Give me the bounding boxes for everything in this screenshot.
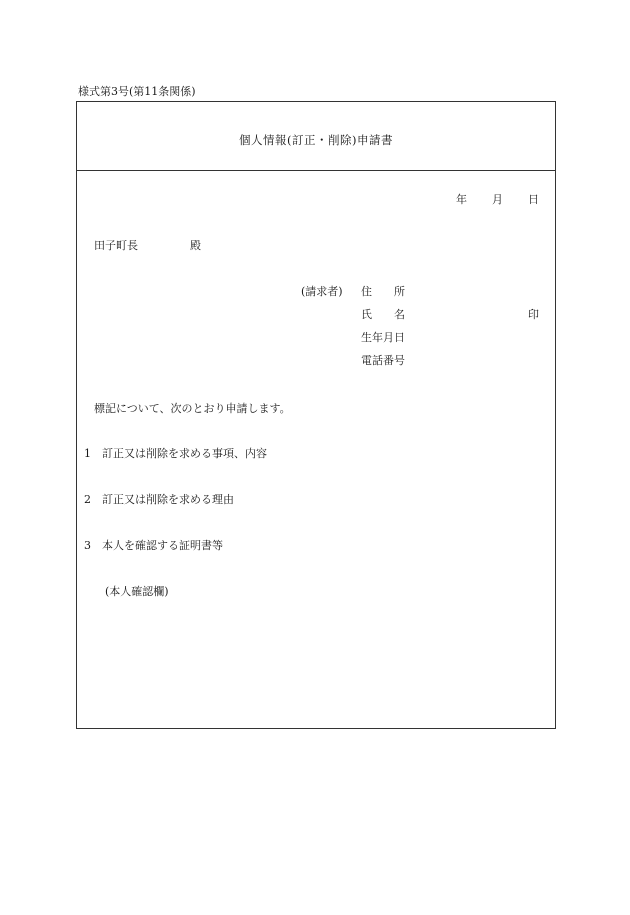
title-row	[77, 102, 555, 171]
phone-field-label: 電話番号	[361, 354, 405, 367]
item-number: 2	[84, 493, 91, 506]
item-number: 3	[84, 539, 91, 552]
honorific: 殿	[190, 239, 201, 252]
addressee: 田子町長	[94, 239, 138, 252]
name-field-label: 氏名	[361, 308, 427, 321]
item-text: 訂正又は削除を求める事項、内容	[102, 447, 267, 460]
item-text: 訂正又は削除を求める理由	[102, 493, 234, 506]
application-form-frame	[76, 101, 556, 729]
seal-mark: 印	[528, 308, 539, 321]
form-number-label: 様式第3号(第11条関係)	[78, 85, 196, 98]
requester-label: (請求者)	[301, 285, 343, 298]
item-text: 本人を確認する証明書等	[102, 539, 223, 552]
birthdate-field-label: 生年月日	[361, 331, 405, 344]
item-number: 1	[84, 447, 91, 460]
lead-text: 標記について、次のとおり申請します。	[94, 402, 291, 415]
date-day-field: 日	[528, 193, 539, 206]
identity-check-field: (本人確認欄)	[105, 585, 169, 598]
form-title: 個人情報(訂正・削除)申請書	[239, 133, 393, 147]
date-year-field: 年	[456, 193, 467, 206]
date-month-field: 月	[492, 193, 503, 206]
address-field-label: 住所	[361, 285, 427, 298]
